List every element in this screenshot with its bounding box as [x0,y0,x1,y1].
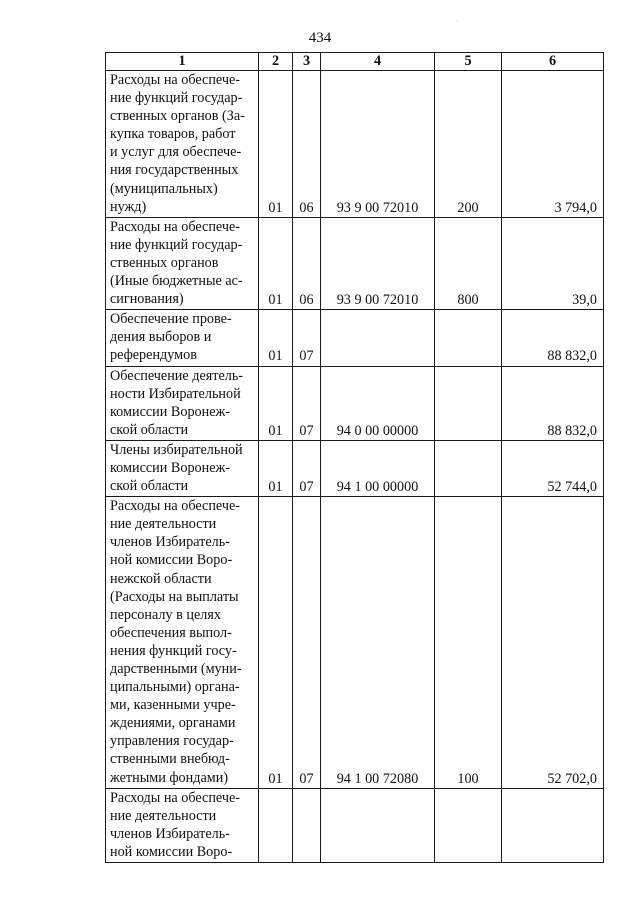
description-line: (муниципальных) [110,180,218,197]
description-line: (Иные бюджетные ас- [110,273,243,290]
column-header-3: 3 [293,53,321,71]
description-line: ципальными) органа- [110,679,240,696]
description-line: и услуг для обеспече- [110,144,242,161]
table-row [106,497,604,789]
description-line: ской области [110,421,189,438]
description-line: ной комиссии Воро- [110,552,233,569]
expense-type-code [435,788,502,862]
description-line: ми, казенными учре- [110,697,236,714]
subsection-code: 07 [293,366,321,440]
section-code: 01 [259,497,293,789]
description-line: Обеспечение деятель- [110,367,244,384]
table-row [106,788,604,862]
amount-value: 88 832,0 [502,366,604,440]
target-article-code [321,788,435,862]
description-line: Обеспечение прове- [110,311,232,328]
amount-value [502,788,604,862]
description-line: ной комиссии Воро- [110,843,233,860]
expense-type-code: 200 [435,71,502,218]
description-line: управления государ- [110,733,234,750]
section-code [259,788,293,862]
description-line: ственных органов [110,254,219,271]
description-line: членов Избиратель- [110,825,230,842]
expense-type-code [435,366,502,440]
description-line: членов Избиратель- [110,534,230,551]
description-line: купка товаров, работ [110,126,236,143]
expense-type-code: 800 [435,217,502,309]
section-code: 01 [259,440,293,496]
column-header-5: 5 [435,53,502,71]
section-code: 01 [259,217,293,309]
amount-value: 52 744,0 [502,440,604,496]
description-line: ние деятельности [110,516,217,533]
section-code: 01 [259,366,293,440]
description-line: жетными фондами) [110,769,229,786]
subsection-code [293,788,321,862]
section-code: 01 [259,310,293,366]
description-line: Расходы на обеспече- [110,498,241,515]
subsection-code: 07 [293,497,321,789]
target-article-code: 94 0 00 00000 [321,366,435,440]
description-line: ждениями, органами [110,715,236,732]
table-row [106,310,604,366]
expense-description [106,71,259,218]
expense-description [106,217,259,309]
description-line: ние функций государ- [110,236,243,253]
description-line: ние деятельности [110,807,217,824]
description-line: нения функций госу- [110,642,237,659]
table-header [106,53,604,71]
section-code: 01 [259,71,293,218]
description-line: обеспечения выпол- [110,624,232,641]
target-article-code: 93 9 00 72010 [321,217,435,309]
target-article-code: 94 1 00 00000 [321,440,435,496]
header-row [106,53,604,71]
description-line: персоналу в целях [110,606,221,623]
description-line: сигнования) [110,291,184,308]
subsection-code: 07 [293,440,321,496]
column-header-6: 6 [502,53,604,71]
expense-type-code [435,310,502,366]
description-line: ния государственных [110,162,239,179]
description-line: комиссии Воронеж- [110,403,231,420]
expense-description [106,310,259,366]
expense-type-code: 100 [435,497,502,789]
scan-artifact-mark: · [456,17,459,25]
expense-type-code [435,440,502,496]
description-line: ние функций государ- [110,90,243,107]
target-article-code: 93 9 00 72010 [321,71,435,218]
table-body [106,71,604,863]
target-article-code [321,310,435,366]
subsection-code: 07 [293,310,321,366]
column-header-4: 4 [321,53,435,71]
description-line: нежской области [110,570,212,587]
amount-value: 52 702,0 [502,497,604,789]
description-line: Расходы на обеспече- [110,218,241,235]
description-line: ственных органов (За- [110,108,245,125]
description-line: Расходы на обеспече- [110,789,241,806]
description-line: нужд) [110,198,147,215]
amount-value: 39,0 [502,217,604,309]
table-row [106,217,604,309]
page-number: 434 [308,30,332,46]
column-header-1: 1 [106,53,259,71]
description-line: комиссии Воронеж- [110,459,231,476]
description-line: дарственными (муни- [110,661,242,677]
description-line: референдумов [110,347,197,364]
amount-value: 3 794,0 [502,71,604,218]
subsection-code: 06 [293,71,321,218]
amount-value: 88 832,0 [502,310,604,366]
budget-table [105,52,604,863]
expense-description [106,366,259,440]
description-line: ской области [110,478,189,495]
expense-description [106,497,259,789]
description-line: (Расходы на выплаты [110,588,239,605]
table-row [106,71,604,218]
description-line: Расходы на обеспече- [110,72,241,88]
subsection-code: 06 [293,217,321,309]
description-line: ственными внебюд- [110,751,230,768]
target-article-code: 94 1 00 72080 [321,497,435,789]
expense-description [106,788,259,862]
column-header-2: 2 [259,53,293,71]
description-line: Члены избирательной [110,441,243,458]
description-line: ности Избирательной [110,385,241,402]
table-row [106,366,604,440]
expense-description [106,440,259,496]
description-line: дения выборов и [110,329,212,346]
table-row [106,440,604,496]
